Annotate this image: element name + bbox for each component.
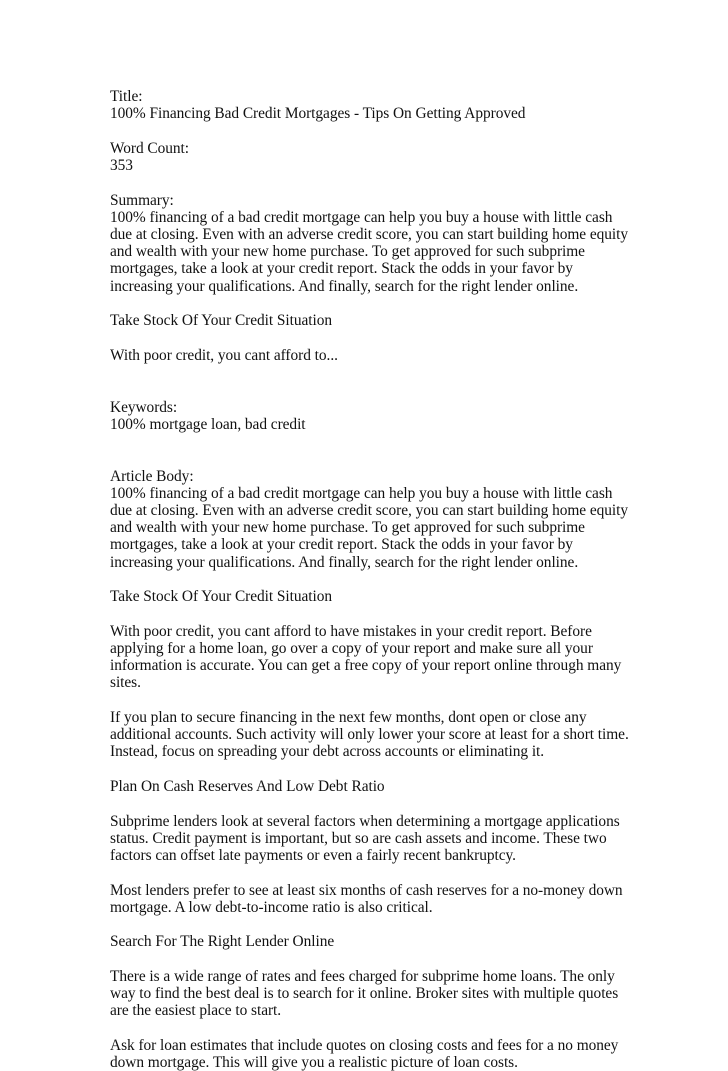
summary-excerpt: With poor credit, you cant afford to... (110, 346, 338, 364)
summary-line: and wealth with your new home purchase. To get approved for such subprime (110, 243, 585, 261)
summary-heading: Take Stock Of Your Credit Situation (110, 312, 333, 330)
body-line: mortgages, take a look at your credit report. Stack the odds in your favor by (110, 536, 573, 554)
summary-paragraph (110, 209, 670, 295)
body-line: additional accounts. Such activity will only lower your score at least for a short time. (110, 726, 629, 744)
body-line: Ask for loan estimates that include quotes on closing costs and fees for a no money (110, 1036, 619, 1054)
body-line: due at closing. Even with an adverse credit score, you can start building home equity (110, 502, 629, 519)
body-line: way to find the best deal is to search for it online. Broker sites with multiple quotes (110, 985, 619, 1003)
summary-line: increasing your qualifications. And finally, search for the right lender online. (110, 277, 579, 295)
body-line: increasing your qualifications. And finally, search for the right lender online. (110, 553, 579, 571)
body-line: With poor credit, you cant afford to have mistakes in your credit report. Before (110, 622, 592, 640)
body-line: Most lenders prefer to see at least six months of cash reserves for a no-money down (110, 881, 623, 899)
keywords-label: Keywords: (110, 398, 178, 416)
article-title: 100% Financing Bad Credit Mortgages - Tips On Getting Approved (110, 105, 526, 123)
body-line: are the easiest place to start. (110, 1002, 282, 1020)
title-label: Title: (110, 88, 143, 105)
body-line: If you plan to secure financing in the next few months, dont open or close any (110, 709, 587, 726)
summary-line: due at closing. Even with an adverse credit score, you can start building home equity (110, 226, 629, 243)
body-line: mortgage. A low debt-to-income ratio is also critical. (110, 898, 433, 916)
document-page (110, 88, 670, 1071)
paragraph-accounts (110, 709, 670, 761)
paragraph-cash-reserves (110, 882, 670, 916)
paragraph-loan-estimates (110, 1037, 670, 1071)
word-count-label: Word Count: (110, 139, 190, 157)
paragraph-credit-report (110, 623, 670, 692)
body-line: status. Credit payment is important, but so are cash assets and income. These two (110, 829, 607, 847)
paragraph-subprime-factors (110, 813, 670, 865)
body-line: sites. (110, 674, 141, 692)
keywords-value: 100% mortgage loan, bad credit (110, 415, 306, 433)
body-line: 100% financing of a bad credit mortgage can help you buy a house with little cash (110, 484, 613, 502)
body-line: and wealth with your new home purchase. To get approved for such subprime (110, 519, 585, 537)
article-body-label: Article Body: (110, 467, 194, 485)
body-line: information is accurate. You can get a free copy of your report online through many (110, 657, 622, 675)
body-line: factors can offset late payments or even a fairly recent bankruptcy. (110, 847, 516, 864)
body-line: applying for a home loan, go over a copy of your report and make sure all your (110, 640, 593, 657)
body-line: Instead, focus on spreading your debt across accounts or eliminating it. (110, 743, 545, 761)
body-intro-paragraph (110, 485, 670, 571)
word-count-value: 353 (110, 157, 133, 174)
body-line: There is a wide range of rates and fees charged for subprime home loans. The only (110, 967, 615, 985)
body-line: down mortgage. This will give you a realistic picture of loan costs. (110, 1054, 518, 1071)
section-heading-lender: Search For The Right Lender Online (110, 933, 335, 951)
body-line: Subprime lenders look at several factors when determining a mortgage applications (110, 812, 620, 830)
summary-line: mortgages, take a look at your credit report. Stack the odds in your favor by (110, 260, 573, 278)
paragraph-rates-fees (110, 968, 670, 1020)
section-heading-cash-reserves: Plan On Cash Reserves And Low Debt Ratio (110, 778, 385, 795)
summary-label: Summary: (110, 191, 174, 209)
summary-line: 100% financing of a bad credit mortgage can help you buy a house with little cash (110, 208, 613, 226)
section-heading-credit: Take Stock Of Your Credit Situation (110, 588, 333, 606)
